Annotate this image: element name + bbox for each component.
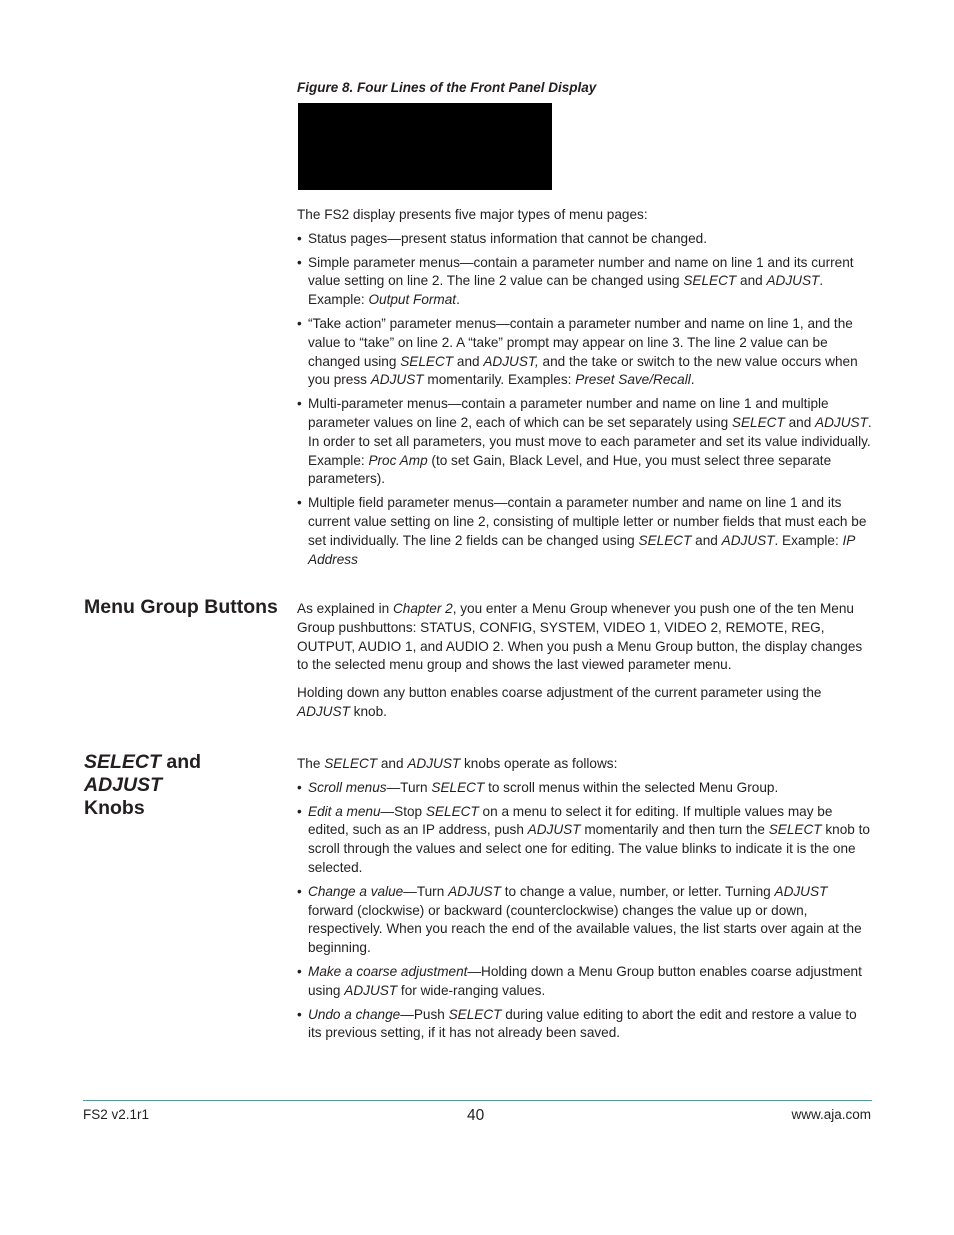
list-item: • Edit a menu—Stop SELECT on a menu to select it for editing. If multiple values may be edited, such as an IP address, push ADJUST momentarily and then turn the SELECT knob to scroll through the values and select one for editing. The value blinks to indicate it is the one selected.: [297, 803, 872, 878]
list-item: • Scroll menus—Turn SELECT to scroll menus within the selected Menu Group.: [297, 779, 872, 798]
list-item: • “Take action” parameter menus—contain a parameter number and name on line 1, and the value to “take” on line 2. A “take” prompt may appear on line 3. The line 2 value can be changed using SELECT and ADJUST, and the take or switch to the new value occurs when you press ADJUST momentarily. Examples: Preset Save/Recall.: [297, 315, 872, 390]
list-item: • Status pages—present status information that cannot be changed.: [297, 230, 872, 249]
knobs-heading: SELECT and ADJUST Knobs: [84, 751, 202, 819]
knobs-list: [297, 779, 872, 1043]
menu-types-list: [297, 230, 872, 570]
page-number: 40: [467, 1107, 485, 1124]
knobs-intro: The SELECT and ADJUST knobs operate as follows:: [297, 756, 618, 771]
figure-caption: Figure 8. Four Lines of the Front Panel Display: [297, 80, 597, 95]
menu-types-intro: The FS2 display presents five major types of menu pages:: [297, 207, 648, 222]
footer-divider: [83, 1100, 872, 1101]
list-item: • Multi-parameter menus—contain a parameter number and name on line 1 and multiple parameter values on line 2, each of which can be set separately using SELECT and ADJUST. In order to set all parameters, you must move to each parameter and set its value individually. Example: Proc Amp (to set Gain, Black Level, and Hue, you must select three separate parameters).: [297, 395, 872, 489]
list-item: • Make a coarse adjustment—Holding down a Menu Group button enables coarse adjustment using ADJUST for wide-ranging values.: [297, 963, 872, 1001]
menu-group-paragraph: Holding down any button enables coarse adjustment of the current parameter using the ADJUST knob.: [297, 685, 822, 719]
menu-types-section: [297, 206, 872, 569]
footer-version: FS2 v2.1r1: [83, 1107, 150, 1122]
list-item: • Change a value—Turn ADJUST to change a value, number, or letter. Turning ADJUST forward (clockwise) or backward (counterclockwise) changes the value up or down, respectively. When you reach the end of the available values, the list starts over again at the beginning.: [297, 883, 872, 958]
menu-group-paragraph: As explained in Chapter 2, you enter a Menu Group whenever you push one of the ten Menu Group pushbuttons: STATUS, CONFIG, SYSTEM, VIDEO 1, VIDEO 2, REMOTE, REG, OUTPUT, AUDIO 1, and AUDIO 2. When you push a Menu Group button, the display changes to the selected menu group and shows the last viewed parameter menu.: [297, 601, 863, 673]
list-item: • Multiple field parameter menus—contain a parameter number and name on line 1 and its current value setting on line 2, consisting of multiple letter or number fields that must each be set individually. The line 2 fields can be changed using SELECT and ADJUST. Example: IP Address: [297, 494, 872, 569]
knobs-section: [297, 755, 872, 1043]
list-item: • Undo a change—Push SELECT during value editing to abort the edit and restore a value to its previous setting, if it has not already been saved.: [297, 1006, 872, 1044]
list-item: • Simple parameter menus—contain a parameter number and name on line 1 and its current value setting on line 2. The line 2 value can be changed using SELECT and ADJUST. Example: Output Format.: [297, 254, 872, 310]
menu-group-section: [297, 600, 872, 722]
footer-website: www.aja.com: [791, 1107, 871, 1122]
menu-group-heading: Menu Group Buttons: [84, 596, 278, 618]
front-panel-display-image: [298, 103, 552, 190]
